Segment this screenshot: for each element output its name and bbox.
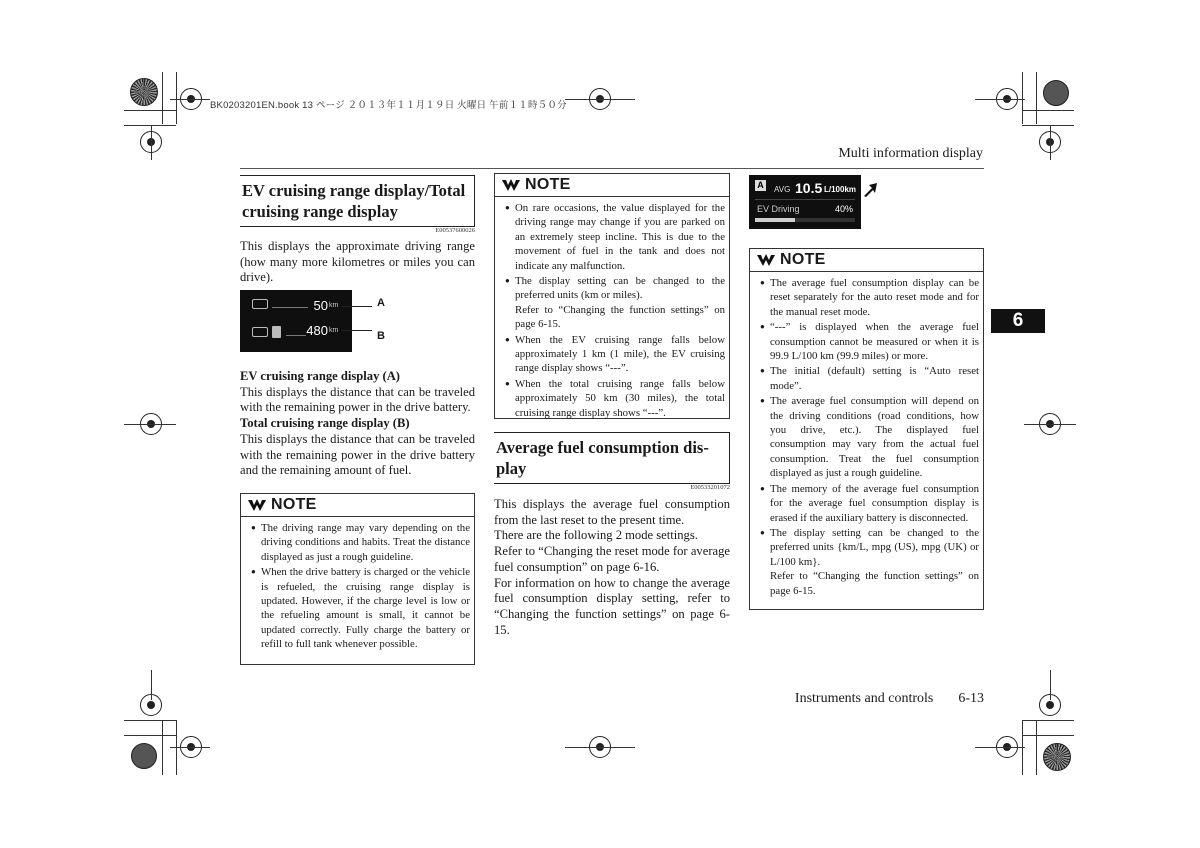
color-target-icon [130,78,158,106]
color-target-icon [1043,80,1069,106]
crop-mark [170,747,210,748]
color-target-icon [1043,743,1071,771]
cruising-range-display [240,290,352,352]
crop-mark [151,670,152,700]
crop-mark [170,99,210,100]
crop-mark [565,99,635,100]
note-item: ● “---” is displayed when the average fuel consumption cannot be measured or when it is 99.9 L/100 km (99.9 miles) or more. [760,320,979,363]
note-item [505,274,725,332]
chapter-tab: 6 [991,309,1045,333]
crop-mark [162,72,163,124]
note-item [760,526,979,598]
section-code: E00533201072 [690,484,730,491]
crop-mark [151,125,152,160]
file-stamp: BK0203201EN.book 13 ページ ２０１３年１１月１９日 火曜日 午前１１時５０分 [210,100,567,111]
crop-mark [124,735,176,736]
ev-range-value: 50 [313,298,328,313]
ev-driving-bar-track [755,218,855,222]
fuel-consumption-display [749,175,861,229]
crop-mark [124,720,176,721]
note-item: ● When the drive battery is charged or the vehicle is refueled, the cruising range display is updated. However, if the charge level is low or the refueling amount is small, it cannot be updated correctly. Fully charge the battery or refill to full tank whenever possible. [251,565,470,651]
crop-mark [565,747,635,748]
note-item: ● On rare occasions, the value displayed for the driving range may change if you are parked on an extremely steep incline. This is due to the movement of fuel in the tank and does not indicate any malfunction. [505,201,725,273]
intro-text: This displays the approximate driving range (how many more kilometres or miles you can drive). [240,239,475,285]
sub-a-title: EV cruising range display (A) [240,369,401,383]
crop-mark [975,747,1025,748]
body-paragraph: This displays the average fuel consumption from the last reset to the present time. [494,497,730,527]
color-target-icon [131,743,157,769]
callout-line-b [342,330,372,331]
note-box [494,173,730,419]
note-item-text: The display setting can be changed to the preferred units (km or miles). [515,275,725,302]
note-label: NOTE [525,176,571,193]
crop-mark [1036,720,1037,775]
ev-driving-percent: 40% [835,204,854,214]
battery-icon [252,327,268,337]
note-item: ● The initial (default) setting is “Auto reset mode”. [760,364,979,393]
note-item: ● The memory of the average fuel consumption for the average fuel consumption display is erased if the auxiliary battery is disconnected. [760,482,979,525]
note-header [241,494,474,517]
note-list [750,272,983,603]
note-item: ● The average fuel consumption display can be reset separately for the auto reset mode and for the manual reset mode. [760,276,979,319]
crop-mark [1024,424,1076,425]
note-box [749,248,984,610]
note-header [495,174,729,197]
crop-mark [1036,72,1037,124]
page-footer [795,691,984,707]
ev-range-unit: km [329,302,339,309]
note-list [495,197,729,425]
total-range-value: 480 [306,323,328,338]
callout-a: A [377,297,385,309]
crop-mark [1022,125,1074,126]
section-title [240,175,475,226]
note-label: NOTE [271,496,317,513]
section-title-line: cruising range display [242,202,398,221]
footer-section: Instruments and controls [794,691,934,706]
mode-indicator: A [755,180,766,191]
callout-line-a [342,306,372,307]
crop-mark [176,72,177,124]
hand-pointing-icon [501,178,521,192]
crop-mark [162,720,163,775]
note-item: ● The average fuel consumption will depend on the driving conditions (road conditions, how you drive, etc.). The displayed fuel consumption may vary from the actual fuel consumption. Treat the fuel consumption displayed as just a rough guideline. [760,394,979,480]
note-item-text: The display setting can be changed to the preferred units {km/L, mpg (US), mpg (UK) or L/100 km}. [770,526,979,568]
total-range-unit: km [329,327,339,334]
section-average-fuel-consumption [494,432,730,638]
sub-b-title: Total cruising range display (B) [240,416,410,431]
battery-icon [252,299,268,309]
hand-pointing-icon [756,253,776,267]
section-code: E00537600026 [435,227,475,234]
note-label: NOTE [780,251,826,268]
body-paragraph: For information on how to change the average fuel consumption display setting, refer to “Changing the function settings” on page 6-15. [494,575,730,637]
section-ev-cruising-range [240,175,475,286]
page-number: 6-13 [958,691,984,706]
avg-value: 10.5 [795,180,823,196]
note-item: ● When the EV cruising range falls below approximately 1 km (1 mile), the EV cruising range display shows “---”. [505,333,725,376]
ev-driving-bar-fill [755,218,795,222]
avg-label: AVG [774,185,791,194]
crop-mark [1050,125,1051,160]
section-title [494,432,730,483]
crop-mark [124,424,176,425]
callout-b: B [377,330,385,342]
note-list [241,517,474,657]
note-box [240,493,475,665]
ev-driving-label: EV Driving [757,204,800,214]
sub-a-text: This displays the distance that can be traveled with the remaining power in the drive battery. [240,384,475,415]
pointer-arrow-icon [862,182,878,203]
note-item: ● The driving range may vary depending on the driving conditions and habits. Treat the distance displayed as just a rough guideline. [251,521,470,564]
section-body [494,497,730,638]
body-paragraph: There are the following 2 mode settings. [494,528,698,543]
section-title-line: play [496,459,527,478]
sub-b-text: This displays the distance that can be traveled with the remaining power in the drive battery and the remaining amount of fuel. [240,431,475,478]
crop-mark [975,99,1025,100]
crop-mark [1022,110,1074,111]
crop-mark [124,110,176,111]
crop-mark [124,125,176,126]
cross-reference: Refer to “Changing the function settings” on page 6-15. [770,570,979,597]
divider [755,199,855,200]
note-header [750,249,983,272]
subsections [240,369,475,479]
cross-reference: Refer to “Changing the function settings” on page 6-15. [515,303,725,331]
fuel-pump-icon [272,326,281,338]
hand-pointing-icon [247,498,267,512]
crop-mark [1022,735,1074,736]
header-rule [240,168,984,169]
section-title-line: Average fuel consumption dis- [496,438,709,457]
running-header: Multi information display [838,146,983,161]
body-paragraph: Refer to “Changing the reset mode for average fuel consumption” on page 6-16. [494,544,730,574]
crop-mark [1022,72,1023,124]
crop-mark [1050,670,1051,700]
note-item: ● When the total cruising range falls below approximately 50 km (30 miles), the total cruising range display shows “---”. [505,377,725,420]
avg-unit: L/100km [824,185,857,194]
section-title-line: EV cruising range display/Total [242,181,466,200]
crop-mark [1022,720,1074,721]
